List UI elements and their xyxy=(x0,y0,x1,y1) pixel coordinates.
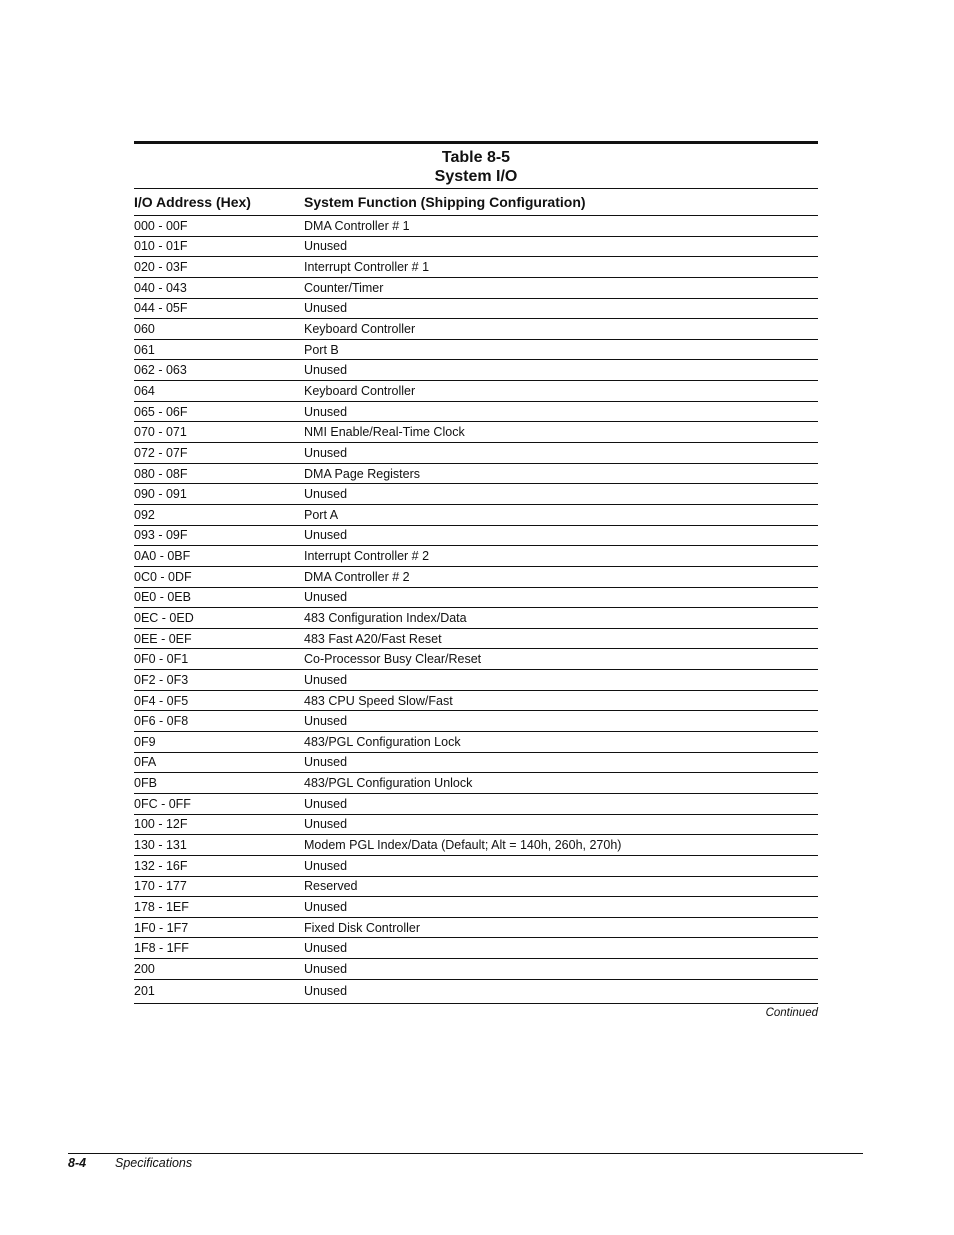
cell-system-function: Co-Processor Busy Clear/Reset xyxy=(304,652,482,667)
cell-system-function: Unused xyxy=(304,755,348,770)
table-row xyxy=(134,360,818,381)
table-row xyxy=(134,299,818,320)
cell-io-address: 0E0 - 0EB xyxy=(134,590,191,605)
cell-system-function: 483 Configuration Index/Data xyxy=(304,610,467,625)
cell-io-address: 0FB xyxy=(134,776,157,791)
cell-system-function: Unused xyxy=(304,445,348,460)
cell-io-address: 170 - 177 xyxy=(134,879,187,894)
cell-io-address: 100 - 12F xyxy=(134,817,188,832)
cell-io-address: 201 xyxy=(134,984,155,999)
cell-system-function: Unused xyxy=(304,301,348,316)
cell-io-address: 080 - 08F xyxy=(134,466,188,481)
cell-io-address: 0C0 - 0DF xyxy=(134,569,192,584)
cell-io-address: 061 xyxy=(134,342,155,357)
table-row xyxy=(134,567,818,588)
table-row xyxy=(134,505,818,526)
cell-io-address: 044 - 05F xyxy=(134,301,188,316)
table-header-row xyxy=(134,188,818,216)
cell-io-address: 0F6 - 0F8 xyxy=(134,714,189,729)
cell-system-function: NMI Enable/Real-Time Clock xyxy=(304,425,465,440)
cell-io-address: 0FA xyxy=(134,755,157,770)
cell-system-function: Port A xyxy=(304,507,339,522)
table-row xyxy=(134,278,818,299)
cell-io-address: 1F8 - 1FF xyxy=(134,941,189,956)
cell-io-address: 1F0 - 1F7 xyxy=(134,920,189,935)
cell-io-address: 0A0 - 0BF xyxy=(134,549,191,564)
header-system-function: System Function (Shipping Configuration) xyxy=(304,194,586,210)
cell-io-address: 0EE - 0EF xyxy=(134,631,192,646)
table-row xyxy=(134,526,818,547)
cell-io-address: 092 xyxy=(134,507,155,522)
cell-io-address: 0F4 - 0F5 xyxy=(134,693,189,708)
table-row xyxy=(134,938,818,959)
table-row xyxy=(134,711,818,732)
cell-io-address: 010 - 01F xyxy=(134,239,188,254)
cell-system-function: DMA Controller # 1 xyxy=(304,218,410,233)
cell-io-address: 090 - 091 xyxy=(134,487,187,502)
cell-system-function: Unused xyxy=(304,714,348,729)
cell-system-function: Modem PGL Index/Data (Default; Alt = 140h, 260h, 270h) xyxy=(304,838,622,853)
table-row xyxy=(134,691,818,712)
footer-rule xyxy=(68,1153,863,1154)
cell-system-function: Unused xyxy=(304,961,348,976)
cell-io-address: 065 - 06F xyxy=(134,404,188,419)
table-row xyxy=(134,959,818,980)
cell-system-function: Unused xyxy=(304,239,348,254)
table-row xyxy=(134,340,818,361)
cell-system-function: Unused xyxy=(304,796,348,811)
cell-system-function: Interrupt Controller # 2 xyxy=(304,549,430,564)
footer-section: Specifications xyxy=(115,1156,193,1170)
cell-io-address: 130 - 131 xyxy=(134,838,187,853)
cell-io-address: 200 xyxy=(134,961,155,976)
cell-system-function: Unused xyxy=(304,590,348,605)
cell-system-function: Unused xyxy=(304,528,348,543)
cell-io-address: 178 - 1EF xyxy=(134,899,189,914)
page-number: 8-4 xyxy=(68,1156,87,1170)
cell-io-address: 0F2 - 0F3 xyxy=(134,672,189,687)
table-row xyxy=(134,381,818,402)
cell-io-address: 0EC - 0ED xyxy=(134,610,194,625)
system-io-table xyxy=(134,141,818,1019)
cell-io-address: 000 - 00F xyxy=(134,218,188,233)
table-row xyxy=(134,897,818,918)
table-row xyxy=(134,856,818,877)
cell-io-address: 0F0 - 0F1 xyxy=(134,652,189,667)
table-row xyxy=(134,484,818,505)
cell-io-address: 0F9 xyxy=(134,734,156,749)
cell-system-function: Fixed Disk Controller xyxy=(304,920,421,935)
cell-system-function: Unused xyxy=(304,858,348,873)
cell-system-function: Interrupt Controller # 1 xyxy=(304,260,430,275)
cell-io-address: 0FC - 0FF xyxy=(134,796,191,811)
table-row xyxy=(134,835,818,856)
cell-io-address: 093 - 09F xyxy=(134,528,188,543)
cell-system-function: Unused xyxy=(304,899,348,914)
table-body xyxy=(134,216,818,1004)
cell-io-address: 064 xyxy=(134,383,155,398)
cell-io-address: 040 - 043 xyxy=(134,280,187,295)
table-row xyxy=(134,464,818,485)
table-title: System I/O xyxy=(434,168,518,185)
table-row xyxy=(134,918,818,939)
cell-io-address: 020 - 03F xyxy=(134,260,188,275)
table-row xyxy=(134,588,818,609)
table-number: Table 8-5 xyxy=(441,149,511,166)
cell-system-function: DMA Controller # 2 xyxy=(304,569,410,584)
cell-system-function: 483 CPU Speed Slow/Fast xyxy=(304,693,453,708)
cell-system-function: Unused xyxy=(304,817,348,832)
cell-system-function: Unused xyxy=(304,404,348,419)
cell-system-function: Reserved xyxy=(304,879,358,894)
page-footer xyxy=(68,1156,192,1170)
cell-system-function: Unused xyxy=(304,941,348,956)
table-row xyxy=(134,794,818,815)
cell-io-address: 132 - 16F xyxy=(134,858,188,873)
cell-io-address: 062 - 063 xyxy=(134,363,187,378)
cell-system-function: Unused xyxy=(304,984,348,999)
table-row xyxy=(134,546,818,567)
table-row xyxy=(134,237,818,258)
cell-system-function: DMA Page Registers xyxy=(304,466,421,481)
table-row xyxy=(134,216,818,237)
table-row xyxy=(134,980,818,1004)
table-row xyxy=(134,649,818,670)
cell-system-function: Port B xyxy=(304,342,339,357)
table-row xyxy=(134,319,818,340)
table-row xyxy=(134,732,818,753)
table-row xyxy=(134,815,818,836)
table-row xyxy=(134,773,818,794)
table-row xyxy=(134,443,818,464)
cell-io-address: 072 - 07F xyxy=(134,445,188,460)
cell-system-function: Keyboard Controller xyxy=(304,322,416,337)
cell-system-function: Unused xyxy=(304,363,348,378)
cell-io-address: 070 - 071 xyxy=(134,425,187,440)
header-io-address: I/O Address (Hex) xyxy=(134,194,251,210)
cell-system-function: Unused xyxy=(304,672,348,687)
cell-system-function: 483/PGL Configuration Lock xyxy=(304,734,461,749)
table-caption xyxy=(134,144,818,188)
table-row xyxy=(134,753,818,774)
cell-system-function: Keyboard Controller xyxy=(304,383,416,398)
cell-system-function: Counter/Timer xyxy=(304,280,384,295)
cell-io-address: 060 xyxy=(134,322,155,337)
table-row xyxy=(134,629,818,650)
table-row xyxy=(134,670,818,691)
table-row xyxy=(134,257,818,278)
table-row xyxy=(134,877,818,898)
table-row xyxy=(134,422,818,443)
cell-system-function: 483 Fast A20/Fast Reset xyxy=(304,631,442,646)
table-row xyxy=(134,608,818,629)
cell-system-function: Unused xyxy=(304,487,348,502)
cell-system-function: 483/PGL Configuration Unlock xyxy=(304,776,473,791)
table-row xyxy=(134,402,818,423)
continued-note: Continued xyxy=(765,1006,818,1019)
